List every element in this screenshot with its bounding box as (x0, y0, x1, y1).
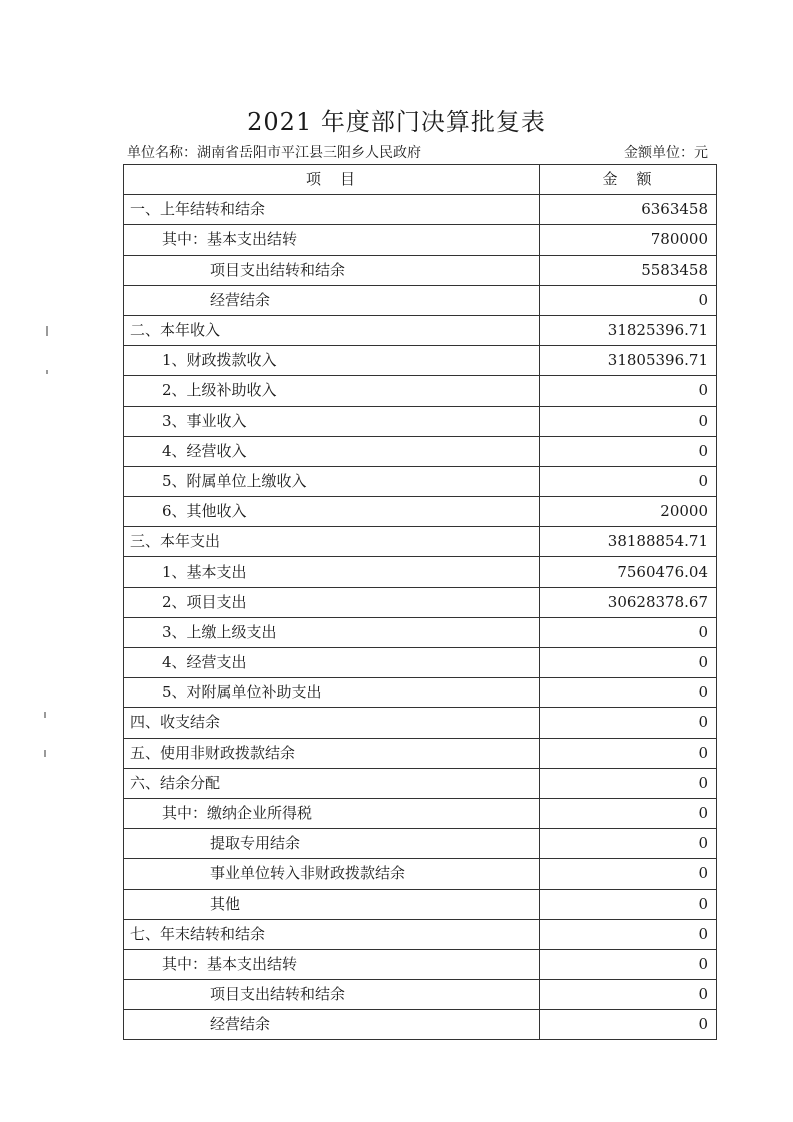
row-item: 一、上年结转和结余 (124, 195, 540, 225)
row-amount: 20000 (540, 497, 717, 527)
row-amount: 0 (540, 889, 717, 919)
table-row (124, 406, 717, 436)
row-item: 提取专用结余 (124, 829, 540, 859)
row-item: 其中：缴纳企业所得税 (124, 798, 540, 828)
row-amount: 31825396.71 (540, 315, 717, 345)
table-header-row (124, 165, 717, 195)
table-row (124, 255, 717, 285)
row-amount: 0 (540, 949, 717, 979)
row-amount: 0 (540, 919, 717, 949)
row-amount: 0 (540, 648, 717, 678)
row-item: 经营结余 (124, 285, 540, 315)
scan-mark (46, 326, 48, 336)
table-row (124, 919, 717, 949)
row-amount: 30628378.67 (540, 587, 717, 617)
row-item: 经营结余 (124, 1010, 540, 1040)
row-amount: 38188854.71 (540, 527, 717, 557)
row-amount: 7560476.04 (540, 557, 717, 587)
row-amount: 780000 (540, 225, 717, 255)
table-row (124, 648, 717, 678)
row-item: 六、结余分配 (124, 768, 540, 798)
table-row (124, 497, 717, 527)
table-row (124, 829, 717, 859)
table-row (124, 466, 717, 496)
row-item: 四、收支结余 (124, 708, 540, 738)
row-item: 1、基本支出 (124, 557, 540, 587)
row-amount: 0 (540, 829, 717, 859)
row-amount: 0 (540, 768, 717, 798)
row-item: 其中：基本支出结转 (124, 949, 540, 979)
table-row (124, 195, 717, 225)
row-amount: 0 (540, 406, 717, 436)
row-item: 4、经营支出 (124, 648, 540, 678)
table-row (124, 889, 717, 919)
table-row (124, 859, 717, 889)
row-item: 三、本年支出 (124, 527, 540, 557)
row-item: 2、上级补助收入 (124, 376, 540, 406)
scan-mark (44, 712, 46, 718)
row-amount: 0 (540, 1010, 717, 1040)
table-row (124, 738, 717, 768)
row-amount: 0 (540, 466, 717, 496)
row-item: 2、项目支出 (124, 587, 540, 617)
row-item: 5、附属单位上缴收入 (124, 466, 540, 496)
table-row (124, 527, 717, 557)
row-amount: 31805396.71 (540, 346, 717, 376)
table-row (124, 557, 717, 587)
table-row (124, 798, 717, 828)
table-row (124, 436, 717, 466)
table-row (124, 1010, 717, 1040)
scan-mark (44, 750, 46, 757)
table-row (124, 617, 717, 647)
row-item: 项目支出结转和结余 (124, 255, 540, 285)
table-row (124, 285, 717, 315)
row-item: 其中：基本支出结转 (124, 225, 540, 255)
row-item: 5、对附属单位补助支出 (124, 678, 540, 708)
row-item: 4、经营收入 (124, 436, 540, 466)
row-amount: 6363458 (540, 195, 717, 225)
row-item: 3、事业收入 (124, 406, 540, 436)
table-row (124, 708, 717, 738)
table-row (124, 346, 717, 376)
row-item: 五、使用非财政拨款结余 (124, 738, 540, 768)
row-item: 二、本年收入 (124, 315, 540, 345)
row-amount: 0 (540, 980, 717, 1010)
row-item: 6、其他收入 (124, 497, 540, 527)
table-row (124, 678, 717, 708)
header-amount: 金 额 (540, 165, 717, 195)
row-item: 其他 (124, 889, 540, 919)
row-amount: 0 (540, 285, 717, 315)
table-row (124, 587, 717, 617)
row-item: 1、财政拨款收入 (124, 346, 540, 376)
table-row (124, 949, 717, 979)
unit-name: 单位名称：湖南省岳阳市平江县三阳乡人民政府 (127, 145, 421, 161)
row-amount: 0 (540, 738, 717, 768)
row-amount: 0 (540, 859, 717, 889)
amount-unit: 金额单位：元 (624, 145, 708, 161)
table-row (124, 315, 717, 345)
row-amount: 5583458 (540, 255, 717, 285)
table-row (124, 980, 717, 1010)
row-item: 事业单位转入非财政拨款结余 (124, 859, 540, 889)
document-title: 2021 年度部门决算批复表 (247, 108, 546, 136)
row-amount: 0 (540, 678, 717, 708)
row-amount: 0 (540, 708, 717, 738)
table-row (124, 768, 717, 798)
row-amount: 0 (540, 376, 717, 406)
row-amount: 0 (540, 798, 717, 828)
row-item: 项目支出结转和结余 (124, 980, 540, 1010)
budget-table (123, 164, 717, 1040)
row-amount: 0 (540, 617, 717, 647)
scan-mark (46, 370, 48, 374)
header-item: 项 目 (124, 165, 540, 195)
table-row (124, 225, 717, 255)
row-item: 3、上缴上级支出 (124, 617, 540, 647)
row-item: 七、年末结转和结余 (124, 919, 540, 949)
table-row (124, 376, 717, 406)
row-amount: 0 (540, 436, 717, 466)
